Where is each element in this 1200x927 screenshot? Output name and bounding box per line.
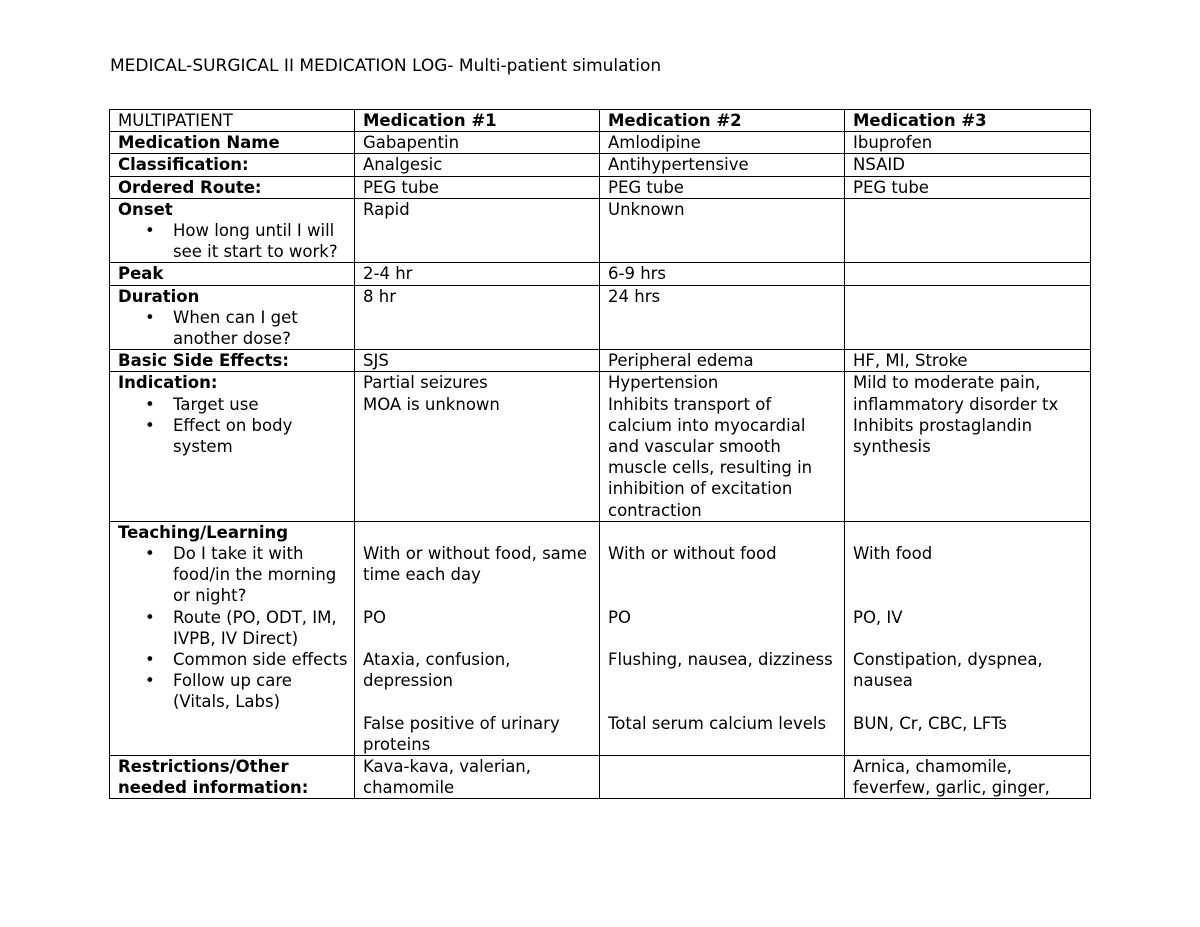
teaching-follow-up: BUN, Cr, CBC, LFTs — [853, 713, 1007, 733]
indication-text: Partial seizures — [363, 373, 488, 393]
teaching-route: PO — [608, 607, 631, 627]
row-label: Indication: — [118, 373, 218, 393]
cell-med1: PEG tube — [355, 176, 600, 198]
cell-med1: Kava-kava, valerian, chamomile — [355, 756, 600, 799]
cell-med1: Gabapentin — [355, 132, 600, 154]
cell-med1: SJS — [355, 350, 600, 372]
cell-med1 — [355, 521, 600, 755]
row-label-cell — [110, 198, 355, 263]
table-header-row — [110, 110, 1091, 132]
cell-med3: Arnica, chamomile, feverfew, garlic, ginger, — [845, 756, 1091, 799]
row-ordered-route — [110, 176, 1091, 198]
teaching-food: With or without food, same time each day — [363, 544, 587, 585]
cell-med2: Unknown — [600, 198, 845, 263]
row-label: Classification: — [110, 154, 355, 176]
bullet-item: • How long until I will see it start to work? — [173, 220, 350, 262]
bullet-list — [118, 307, 350, 349]
row-label-cell — [110, 521, 355, 755]
cell-med3 — [845, 285, 1091, 350]
cell-med2: PEG tube — [600, 176, 845, 198]
document-title: MEDICAL-SURGICAL II MEDICATION LOG- Multi-patient simulation — [110, 56, 662, 76]
row-label: Teaching/Learning — [118, 522, 289, 542]
teaching-follow-up: False positive of urinary proteins — [363, 713, 560, 754]
bullet-item: • When can I get another dose? — [173, 307, 350, 349]
bullet-list — [118, 543, 350, 713]
cell-med1: Rapid — [355, 198, 600, 263]
row-label: Onset — [118, 199, 173, 219]
cell-med3: HF, MI, Stroke — [845, 350, 1091, 372]
row-label: Basic Side Effects: — [110, 350, 355, 372]
row-label: Medication Name — [110, 132, 355, 154]
teaching-route: PO — [363, 607, 386, 627]
cell-med1: Analgesic — [355, 154, 600, 176]
cell-med1 — [355, 372, 600, 521]
row-peak — [110, 263, 1091, 285]
row-teaching — [110, 521, 1091, 755]
moa-text: Inhibits prostaglandin synthesis — [853, 415, 1033, 457]
row-medication-name — [110, 132, 1091, 154]
medication-log-table — [109, 109, 1091, 799]
bullet-item: • Common side effects — [173, 649, 350, 670]
cell-med2 — [600, 756, 845, 799]
bullet-list — [118, 220, 350, 262]
cell-med3 — [845, 198, 1091, 263]
teaching-follow-up: Total serum calcium levels — [608, 713, 827, 733]
cell-med2: Amlodipine — [600, 132, 845, 154]
cell-med2: 24 hrs — [600, 285, 845, 350]
row-label: Ordered Route: — [110, 176, 355, 198]
row-classification — [110, 154, 1091, 176]
row-label: Duration — [118, 286, 200, 306]
cell-med1: 8 hr — [355, 285, 600, 350]
cell-med2: Peripheral edema — [600, 350, 845, 372]
cell-med3: NSAID — [845, 154, 1091, 176]
row-label-cell — [110, 285, 355, 350]
cell-med3: PEG tube — [845, 176, 1091, 198]
header-multipatient: MULTIPATIENT — [110, 110, 355, 132]
cell-med2 — [600, 372, 845, 521]
row-label: Restrictions/Other needed information: — [110, 756, 355, 799]
indication-text: Mild to moderate pain, inflammatory disorder tx — [853, 373, 1059, 414]
teaching-route: PO, IV — [853, 607, 903, 627]
cell-med2: 6-9 hrs — [600, 263, 845, 285]
cell-med1: 2-4 hr — [355, 263, 600, 285]
row-label-cell — [110, 372, 355, 521]
cell-med3 — [845, 372, 1091, 521]
row-duration — [110, 285, 1091, 350]
moa-text: MOA is unknown — [363, 394, 500, 414]
bullet-item: • Follow up care (Vitals, Labs) — [173, 670, 350, 712]
header-medication-2: Medication #2 — [600, 110, 845, 132]
cell-med3 — [845, 521, 1091, 755]
teaching-side-effects: Flushing, nausea, dizziness — [608, 650, 833, 670]
bullet-item: • Effect on body system — [173, 415, 350, 457]
row-label: Peak — [110, 263, 355, 285]
cell-med2: Antihypertensive — [600, 154, 845, 176]
row-side-effects — [110, 350, 1091, 372]
bullet-item: • Do I take it with food/in the morning or night? — [173, 543, 350, 607]
row-onset — [110, 198, 1091, 263]
header-medication-1: Medication #1 — [355, 110, 600, 132]
indication-text: Hypertension — [608, 373, 719, 393]
teaching-food: With or without food — [608, 544, 777, 564]
row-restrictions — [110, 756, 1091, 799]
row-indication — [110, 372, 1091, 521]
header-medication-3: Medication #3 — [845, 110, 1091, 132]
bullet-item: • Route (PO, ODT, IM, IVPB, IV Direct) — [173, 607, 350, 649]
cell-med3: Ibuprofen — [845, 132, 1091, 154]
bullet-item: • Target use — [173, 394, 350, 415]
teaching-food: With food — [853, 544, 933, 564]
teaching-side-effects: Ataxia, confusion, depression — [363, 650, 511, 691]
cell-med3 — [845, 263, 1091, 285]
cell-med2 — [600, 521, 845, 755]
teaching-side-effects: Constipation, dyspnea, nausea — [853, 650, 1043, 691]
moa-text: Inhibits transport of calcium into myocardial and vascular smooth muscle cells, resulting in inhibition of excitation contraction — [608, 394, 813, 520]
bullet-list — [118, 394, 350, 458]
